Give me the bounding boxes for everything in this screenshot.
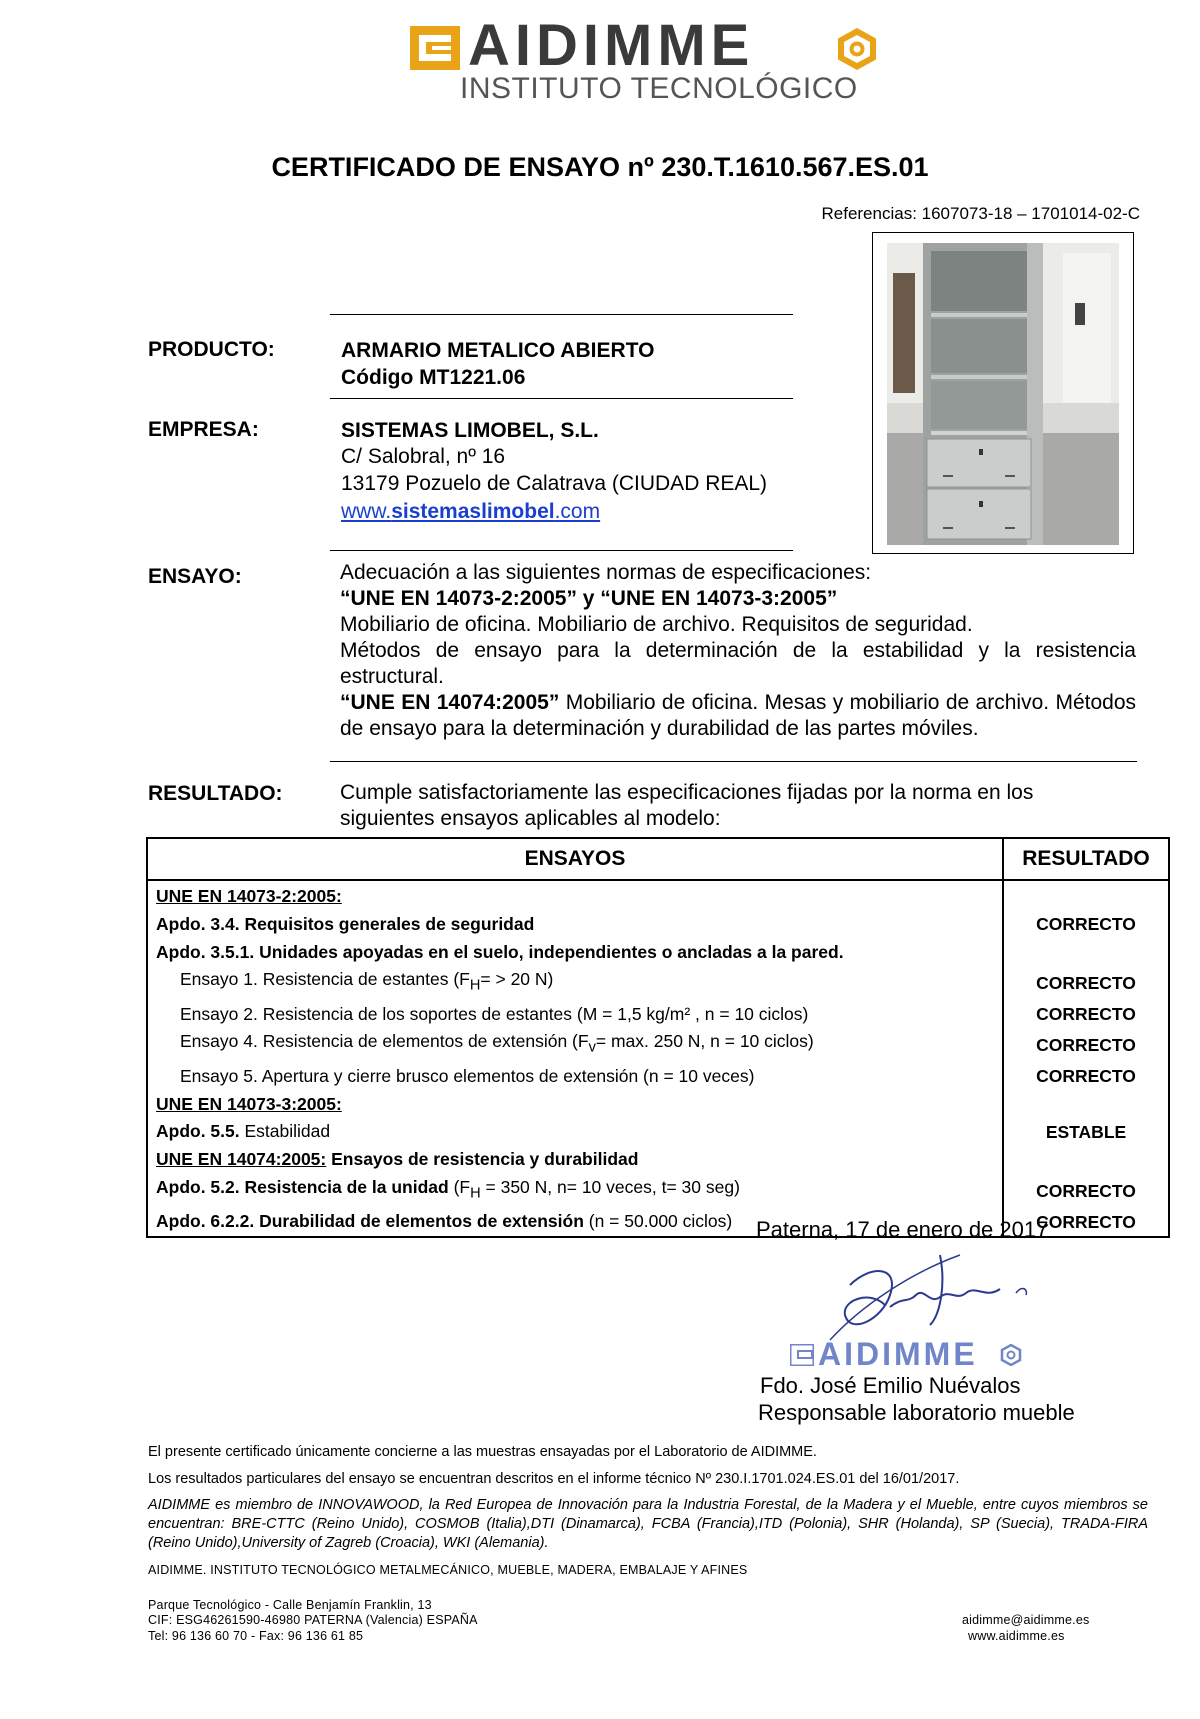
empresa-address-line2: 13179 Pozuelo de Calatrava (CIUDAD REAL): [341, 472, 768, 495]
divider-company: [330, 550, 793, 551]
row-ensayo-1: Ensayo 1. Resistencia de estantes ($F_H= > 20$ N): [147, 966, 1003, 1000]
row-result: CORRECTO: [1003, 911, 1169, 939]
footer-org: AIDIMME. INSTITUTO TECNOLÓGICO METALMECÁNICO, MUEBLE, MADERA, EMBALAJE Y AFINES: [148, 1563, 748, 1577]
table-row: [147, 1028, 1169, 1062]
row-result: CORRECTO: [1003, 1208, 1169, 1237]
row-ensayo-4: Ensayo 4. Resistencia de elementos de extensión ($F_v= \max$. 250 N, n = 10 ciclos): [147, 1028, 1003, 1062]
footer-address-3: Tel: 96 136 60 70 - Fax: 96 136 61 85: [148, 1629, 364, 1643]
row-result: CORRECTO: [1003, 1001, 1169, 1029]
certificate-title: CERTIFICADO DE ENSAYO nº 230.T.1610.567.ES.01: [271, 152, 929, 182]
table-row: [147, 880, 1169, 911]
table-row: [147, 1118, 1169, 1146]
empresa-address-line1: C/ Salobral, nº 16: [341, 445, 506, 468]
table-row: [147, 939, 1169, 967]
row-apdo-3-4: Apdo. 3.4. Requisitos generales de seguridad: [147, 911, 1003, 939]
row-norm-14073-2: UNE EN 14073-2:2005:: [147, 880, 1003, 911]
footer-email-link[interactable]: aidimme@aidimme.es: [962, 1613, 1090, 1627]
ensayo-intro: Adecuación a las siguientes normas de especificaciones:: [340, 561, 872, 584]
producto-name: ARMARIO METALICO ABIERTO: [341, 339, 655, 362]
row-result: CORRECTO: [1003, 966, 1169, 1000]
table-row: [147, 1146, 1169, 1174]
table-header-resultado: RESULTADO: [1003, 838, 1169, 880]
aidimme-logo-mark-icon: [410, 26, 460, 70]
row-apdo-6-2-2: Apdo. 6.2.2. Durabilidad de elementos de extensión (n = 50.000 ciclos): [147, 1208, 1003, 1237]
row-apdo-5-2: Apdo. 5.2. Resistencia de la unidad ($F_H = 350$ N, n= 10 veces, t= 30 seg): [147, 1174, 1003, 1208]
row-apdo-5-5: Apdo. 5.5. Estabilidad: [147, 1118, 1003, 1146]
stamp-text: AIDIMME: [818, 1336, 978, 1372]
ensayo-label: ENSAYO:: [148, 565, 242, 588]
producto-label: PRODUCTO:: [148, 338, 275, 361]
row-ensayo-5: Ensayo 5. Apertura y cierre brusco elementos de extensión (n = 10 veces): [147, 1063, 1003, 1091]
stamp-hexagon-icon: [1000, 1344, 1022, 1366]
product-photo-frame: [872, 232, 1134, 554]
logo-subtitle: INSTITUTO TECNOLÓGICO: [460, 72, 858, 105]
place-date: Paterna, 17 de enero de 2017: [756, 1217, 1049, 1242]
row-apdo-3-5-1: Apdo. 3.5.1. Unidades apoyadas en el suelo, independientes o ancladas a la pared.: [147, 939, 1003, 967]
footer-note-1: El presente certificado únicamente concierne a las muestras ensayadas por el Laboratorio de AIDIMME.: [148, 1444, 817, 1460]
table-row: [147, 1174, 1169, 1208]
logo-word: AIDIMME: [468, 13, 755, 78]
signer-name: Fdo. José Emilio Nuévalos: [760, 1373, 1021, 1398]
aidimme-logo: [410, 13, 880, 105]
row-result: [1003, 939, 1169, 967]
divider-product: [330, 398, 793, 399]
footer-note-2: Los resultados particulares del ensayo se encuentran descritos en el informe técnico Nº 230.I.1701.024.ES.01 del 16/01/2017.: [148, 1471, 960, 1487]
divider-top: [330, 314, 793, 315]
empresa-name: SISTEMAS LIMOBEL, S.L.: [341, 419, 599, 442]
divider-ensayo: [330, 761, 1137, 762]
signer-role: Responsable laboratorio mueble: [758, 1400, 1075, 1425]
producto-code: Código MT1221.06: [341, 366, 526, 389]
tests-table: [146, 837, 1170, 1238]
resultado-text: Cumple satisfactoriamente las especificaciones fijadas por la norma en los siguientes ensayos aplicables al modelo:: [340, 781, 1034, 830]
table-row: [147, 966, 1169, 1000]
table-row: [147, 911, 1169, 939]
row-result: CORRECTO: [1003, 1028, 1169, 1062]
hexagon-nut-icon: [834, 26, 880, 72]
row-result: CORRECTO: [1003, 1174, 1169, 1208]
references: Referencias: 1607073-18 – 1701014-02-C: [821, 204, 1140, 223]
row-result: [1003, 880, 1169, 911]
table-row: [147, 1091, 1169, 1119]
ensayo-desc-1: Mobiliario de oficina. Mobiliario de archivo. Requisitos de seguridad.: [340, 613, 973, 636]
stamp-logo-mark-icon: [790, 1344, 814, 1366]
table-header-ensayos: ENSAYOS: [147, 838, 1003, 880]
aidimme-stamp: [790, 1336, 1040, 1376]
row-result: ESTABLE: [1003, 1118, 1169, 1146]
empresa-website-link[interactable]: www.sistemaslimobel.com: [341, 500, 601, 523]
footer-note-3: AIDIMME es miembro de INNOVAWOOD, la Red Europea de Innovación para la Industria Forestal, de la Madera y el Mueble, entre cuyos miembros se encuentran: BRE-CTTC (Reino Unido), COSMOB (Italia),DTI (Dinamarca), FCBA (Francia),ITD (Polonia), SHR (Holanda), SP (Suecia), TRADA-FIRA (Reino Unido),University of Zagreb (Croacia), WKI (Alemania).: [148, 1497, 1148, 1551]
footer-address-1: Parque Tecnológico - Calle Benjamín Franklin, 13: [148, 1598, 432, 1612]
resultado-label: RESULTADO:: [148, 782, 283, 805]
row-norm-14073-3: UNE EN 14073-3:2005:: [147, 1091, 1003, 1119]
footer-web-link[interactable]: www.aidimme.es: [968, 1629, 1065, 1643]
ensayo-desc-2: Métodos de ensayo para la determinación de la estabilidad y la resistencia estructural.: [340, 639, 1136, 688]
ensayo-description: [340, 560, 1136, 742]
table-row: [147, 1001, 1169, 1029]
empresa-label: EMPRESA:: [148, 418, 259, 441]
row-ensayo-2: Ensayo 2. Resistencia de los soportes de estantes (M = 1,5 kg/m² , n = 10 ciclos): [147, 1001, 1003, 1029]
row-result: CORRECTO: [1003, 1063, 1169, 1091]
row-norm-14074: UNE EN 14074:2005: Ensayos de resistencia y durabilidad: [147, 1146, 1003, 1174]
ensayo-desc-3: “UNE EN 14074:2005” Mobiliario de oficina. Mesas y mobiliario de archivo. Métodos de ensayo para la determinación y durabilidad de las partes móviles.: [340, 691, 1136, 740]
row-result: [1003, 1091, 1169, 1119]
product-photo: [887, 243, 1119, 545]
table-row: [147, 1063, 1169, 1091]
row-result: [1003, 1146, 1169, 1174]
footer-address-2: CIF: ESG46261590-46980 PATERNA (Valencia) ESPAÑA: [148, 1613, 478, 1627]
ensayo-norms: “UNE EN 14073-2:2005” y “UNE EN 14073-3:2005”: [340, 587, 838, 610]
